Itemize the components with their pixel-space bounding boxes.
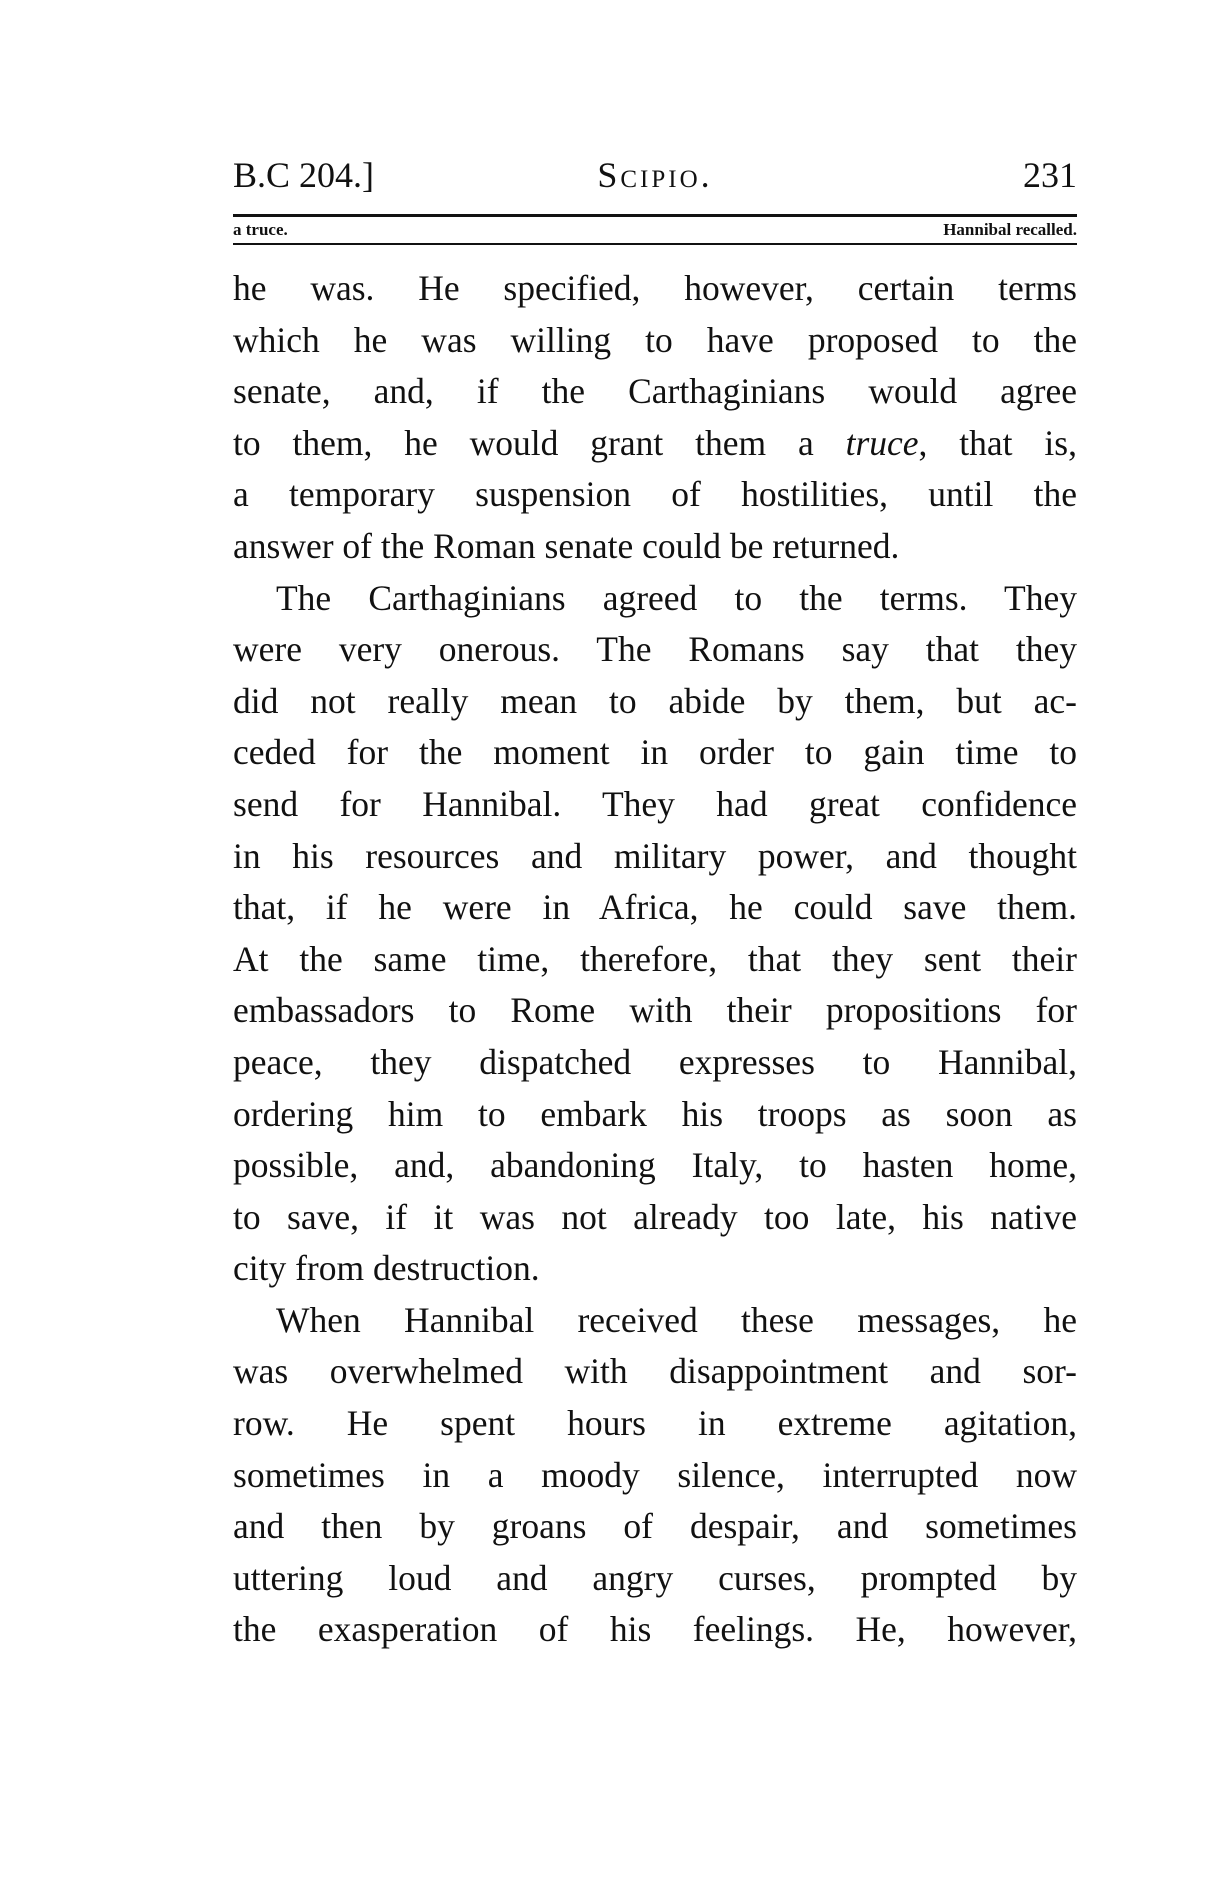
italic-word: truce <box>845 422 919 463</box>
text-line: At the same time, therefore, that they sent their <box>233 938 1077 979</box>
text-line: When Hannibal received these messages, he <box>276 1299 1077 1340</box>
text-line: uttering loud and angry curses, prompted by <box>233 1557 1077 1598</box>
text-line: he was. He specified, however, certain terms <box>233 268 1077 308</box>
text-line: embassadors to Rome with their propositions for <box>233 990 1077 1031</box>
text-line: send for Hannibal. They had great confidence <box>233 783 1077 824</box>
side-note-rule <box>233 243 1077 245</box>
text-line: was overwhelmed with disappointment and sor- <box>233 1351 1077 1392</box>
page-number: 231 <box>1023 155 1077 195</box>
text-line: the exasperation of his feelings. He, however, <box>233 1609 1077 1650</box>
text-line: city from destruction. <box>233 1248 540 1289</box>
text-line: to them, he would grant them a truce, that is, <box>233 422 1077 463</box>
text-line: possible, and, abandoning Italy, to hasten home, <box>233 1145 1077 1186</box>
running-head <box>233 150 1077 200</box>
text-line: ordering him to embark his troops as soon as <box>233 1093 1077 1134</box>
side-notes <box>233 217 1077 243</box>
header-title: Scipio. <box>597 155 713 195</box>
text-line: and then by groans of despair, and sometimes <box>233 1506 1077 1547</box>
side-note-left: a truce. <box>233 220 288 239</box>
text-line: answer of the Roman senate could be returned. <box>233 525 900 566</box>
body-text <box>233 263 1077 1656</box>
text-line: senate, and, if the Carthaginians would agree <box>233 371 1077 412</box>
book-page <box>233 150 1077 1656</box>
text-line: which he was willing to have proposed to the <box>233 319 1077 360</box>
text-line: did not really mean to abide by them, but ac- <box>233 680 1077 721</box>
text-line: The Carthaginians agreed to the terms. They <box>276 577 1077 618</box>
text-line: peace, they dispatched expresses to Hannibal, <box>233 1041 1077 1082</box>
side-note-right: Hannibal recalled. <box>943 220 1077 239</box>
text-line: to save, if it was not already too late, his native <box>233 1196 1077 1237</box>
text-line: were very onerous. The Romans say that they <box>233 629 1077 670</box>
text-line: sometimes in a moody silence, interrupted now <box>233 1454 1077 1495</box>
header-date: B.C 204.] <box>233 155 375 195</box>
text-line: that, if he were in Africa, he could save them. <box>233 887 1077 928</box>
text-line: ceded for the moment in order to gain time to <box>233 732 1077 773</box>
text-line: row. He spent hours in extreme agitation, <box>233 1403 1077 1444</box>
text-line: in his resources and military power, and thought <box>233 835 1077 876</box>
text-line: a temporary suspension of hostilities, until the <box>233 474 1077 515</box>
